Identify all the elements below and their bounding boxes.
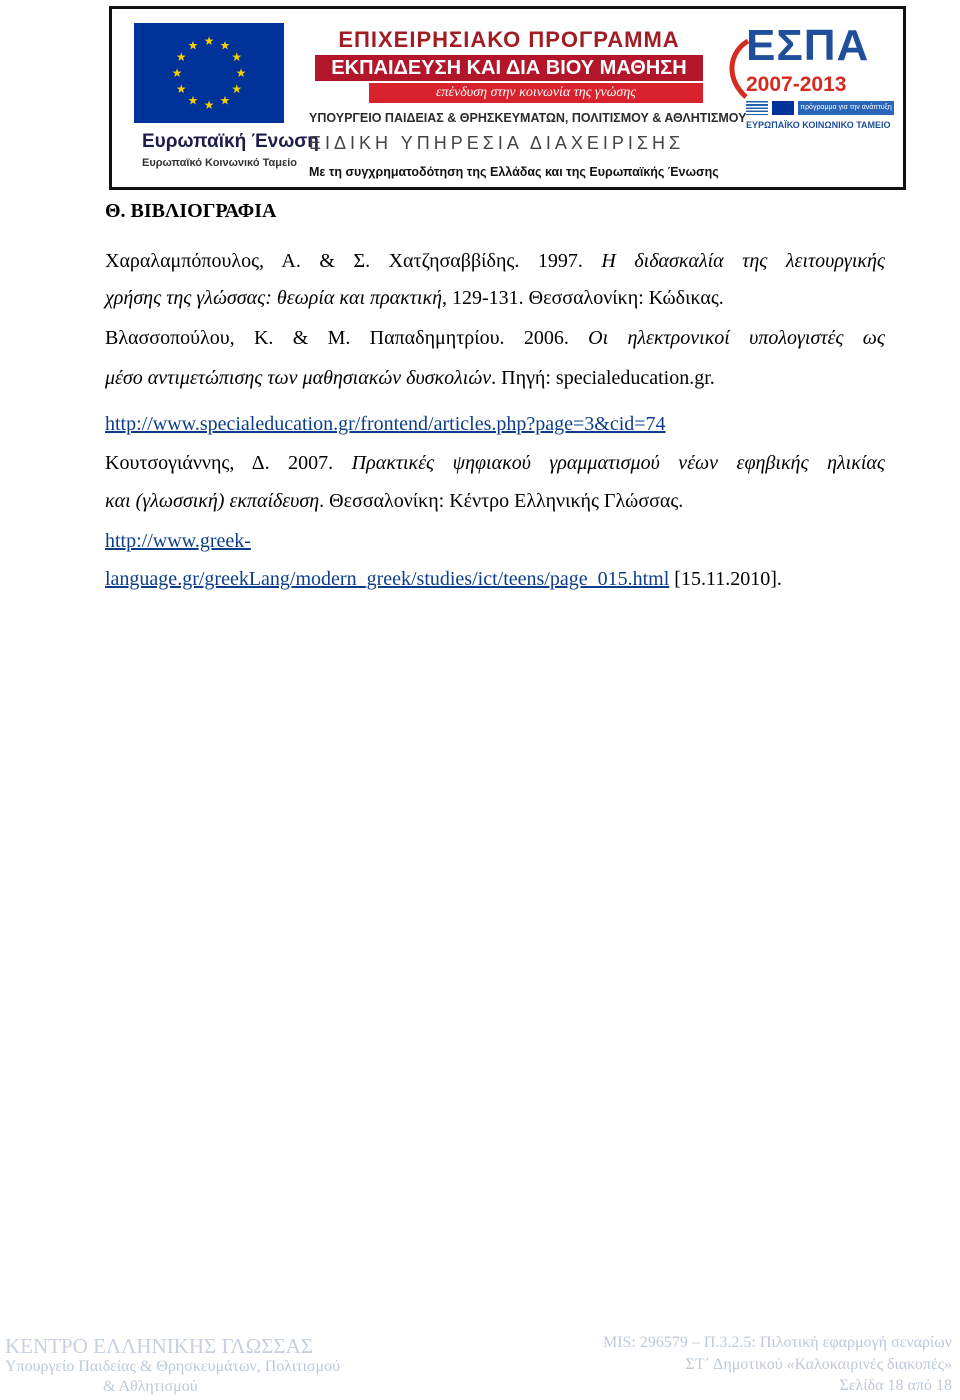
ministry-label: ΥΠΟΥΡΓΕΙΟ ΠΑΙΔΕΙΑΣ & ΘΡΗΣΚΕΥΜΑΤΩΝ, ΠΟΛΙΤΙΣΜΟΥ & ΑΘΛΗΤΙΣΜΟΥ	[309, 111, 747, 125]
ref2-link[interactable]: http://www.specialeducation.gr/frontend/articles.php?page=3&cid=74	[105, 413, 666, 435]
eu-star-icon: ★	[219, 93, 231, 108]
footer-ministry: Υπουργείο Παιδείας & Θρησκευμάτων, Πολιτισμού	[5, 1358, 340, 1375]
eu-star-icon: ★	[187, 93, 199, 108]
ref3-publisher: . Θεσσαλονίκη: Κέντρο Ελληνικής Γλώσσας.	[319, 490, 684, 512]
ref3-link-part1[interactable]: http://www.greek-	[105, 530, 251, 552]
reference-2-line-2	[105, 367, 715, 390]
espa-flags	[746, 101, 896, 117]
operational-programme-logo	[309, 15, 747, 185]
ref1-authors: Χαραλαμπόπουλος, Α. & Σ. Χατζησαββίδης. 1997.	[105, 250, 583, 272]
ref2-source: . Πηγή: specialeducation.gr.	[491, 367, 715, 389]
eu-star-icon: ★	[219, 38, 231, 53]
ref2-authors: Βλασσοπούλου, Κ. & Μ. Παπαδημητρίου. 2006.	[105, 327, 569, 349]
reference-2-line-3	[105, 413, 666, 436]
section-heading: Θ. ΒΙΒΛΙΟΓΡΑΦΙΑ	[105, 200, 277, 222]
ref3-title-part2: και (γλωσσική) εκπαίδευση	[105, 490, 320, 512]
eu-logo-block	[122, 19, 319, 179]
reference-3-line-2	[105, 490, 683, 513]
eu-star-icon: ★	[187, 38, 199, 53]
cofunding-label: Με τη συγχρηματοδότηση της Ελλάδας και της Ευρωπαϊκής Ένωσης	[309, 165, 719, 179]
op-title: ΕΠΙΧΕΙΡΗΣΙΑΚΟ ΠΡΟΓΡΑΜΜΑ	[338, 27, 680, 52]
greek-flag-icon	[746, 101, 768, 115]
footer-project-code: MIS: 296579 – Π.3.2.5: Πιλοτική εφαρμογή σεναρίων	[602, 1334, 952, 1351]
eu-star-icon: ★	[203, 34, 215, 48]
espa-motto: πρόγραμμα για την ανάπτυξη	[798, 101, 894, 115]
eu-star-icon: ★	[175, 82, 187, 96]
service-label: ΕΙΔΙΚΗ ΥΠΗΡΕΣΙΑ ΔΙΑΧΕΙΡΙΣΗΣ	[309, 133, 685, 153]
eu-fund-label: Ευρωπαϊκό Κοινωνικό Ταμείο	[142, 157, 297, 169]
header-banner	[109, 6, 906, 190]
reference-1-line-1	[105, 250, 885, 273]
eu-star-icon: ★	[235, 66, 247, 80]
reference-2-line-1	[105, 327, 885, 350]
eu-star-icon: ★	[175, 50, 187, 64]
footer-scenario-title: ΣΤ΄ Δημοτικού «Καλοκαιρινές διακοπές»	[685, 1356, 952, 1373]
eu-star-icon: ★	[231, 50, 243, 64]
ref2-title-part2: μέσο αντιμετώπισης των μαθησιακών δυσκολιών	[105, 367, 492, 389]
ref3-author: Κουτσογιάννης, Δ. 2007.	[105, 452, 334, 474]
ref1-title-part1: Η διδασκαλία της λειτουργικής	[601, 250, 886, 272]
espa-years: 2007-2013	[746, 73, 847, 96]
eu-mini-flag-icon	[772, 101, 794, 115]
reference-3-line-3	[105, 530, 251, 553]
eu-star-icon: ★	[231, 82, 243, 96]
eu-name: Ευρωπαϊκή Ένωση	[142, 131, 319, 152]
op-subtitle: επένδυση στην κοινωνία της γνώσης	[369, 83, 703, 103]
op-bar: ΕΚΠΑΙΔΕΥΣΗ ΚΑΙ ΔΙΑ ΒΙΟΥ ΜΑΘΗΣΗ	[315, 55, 703, 81]
ref3-link-part2[interactable]: language.gr/greekLang/modern_greek/studies/ict/teens/page_015.html	[105, 568, 670, 590]
espa-title: ΕΣΠΑ	[746, 21, 870, 70]
reference-3-line-1	[105, 452, 885, 475]
footer-organization: ΚΕΝΤΡΟ ΕΛΛΗΝΙΚΗΣ ΓΛΩΣΣΑΣ	[5, 1334, 314, 1358]
espa-fund-label: ΕΥΡΩΠΑΪΚΟ ΚΟΙΝΩΝΙΚΟ ΤΑΜΕΙΟ	[746, 120, 891, 130]
eu-star-icon: ★	[171, 66, 183, 80]
eu-star-icon: ★	[203, 98, 215, 112]
ref2-title-part1: Οι ηλεκτρονικοί υπολογιστές ως	[588, 327, 886, 349]
espa-logo	[722, 19, 900, 134]
ref3-title-part1: Πρακτικές ψηφιακού γραμματισμού νέων εφηβικής ηλικίας	[351, 452, 886, 474]
reference-1-line-2	[105, 287, 724, 310]
ref1-publisher: , 129-131. Θεσσαλονίκη: Κώδικας.	[442, 287, 724, 309]
ref3-access-date: [15.11.2010].	[669, 568, 782, 590]
footer-page-number: Σελίδα 18 από 18	[839, 1377, 952, 1394]
ref1-title-part2: χρήσης της γλώσσας: θεωρία και πρακτική	[105, 287, 443, 309]
footer-ministry-cont: & Αθλητισμού	[103, 1378, 198, 1395]
eu-flag-icon	[134, 23, 284, 123]
reference-3-line-4	[105, 568, 782, 591]
